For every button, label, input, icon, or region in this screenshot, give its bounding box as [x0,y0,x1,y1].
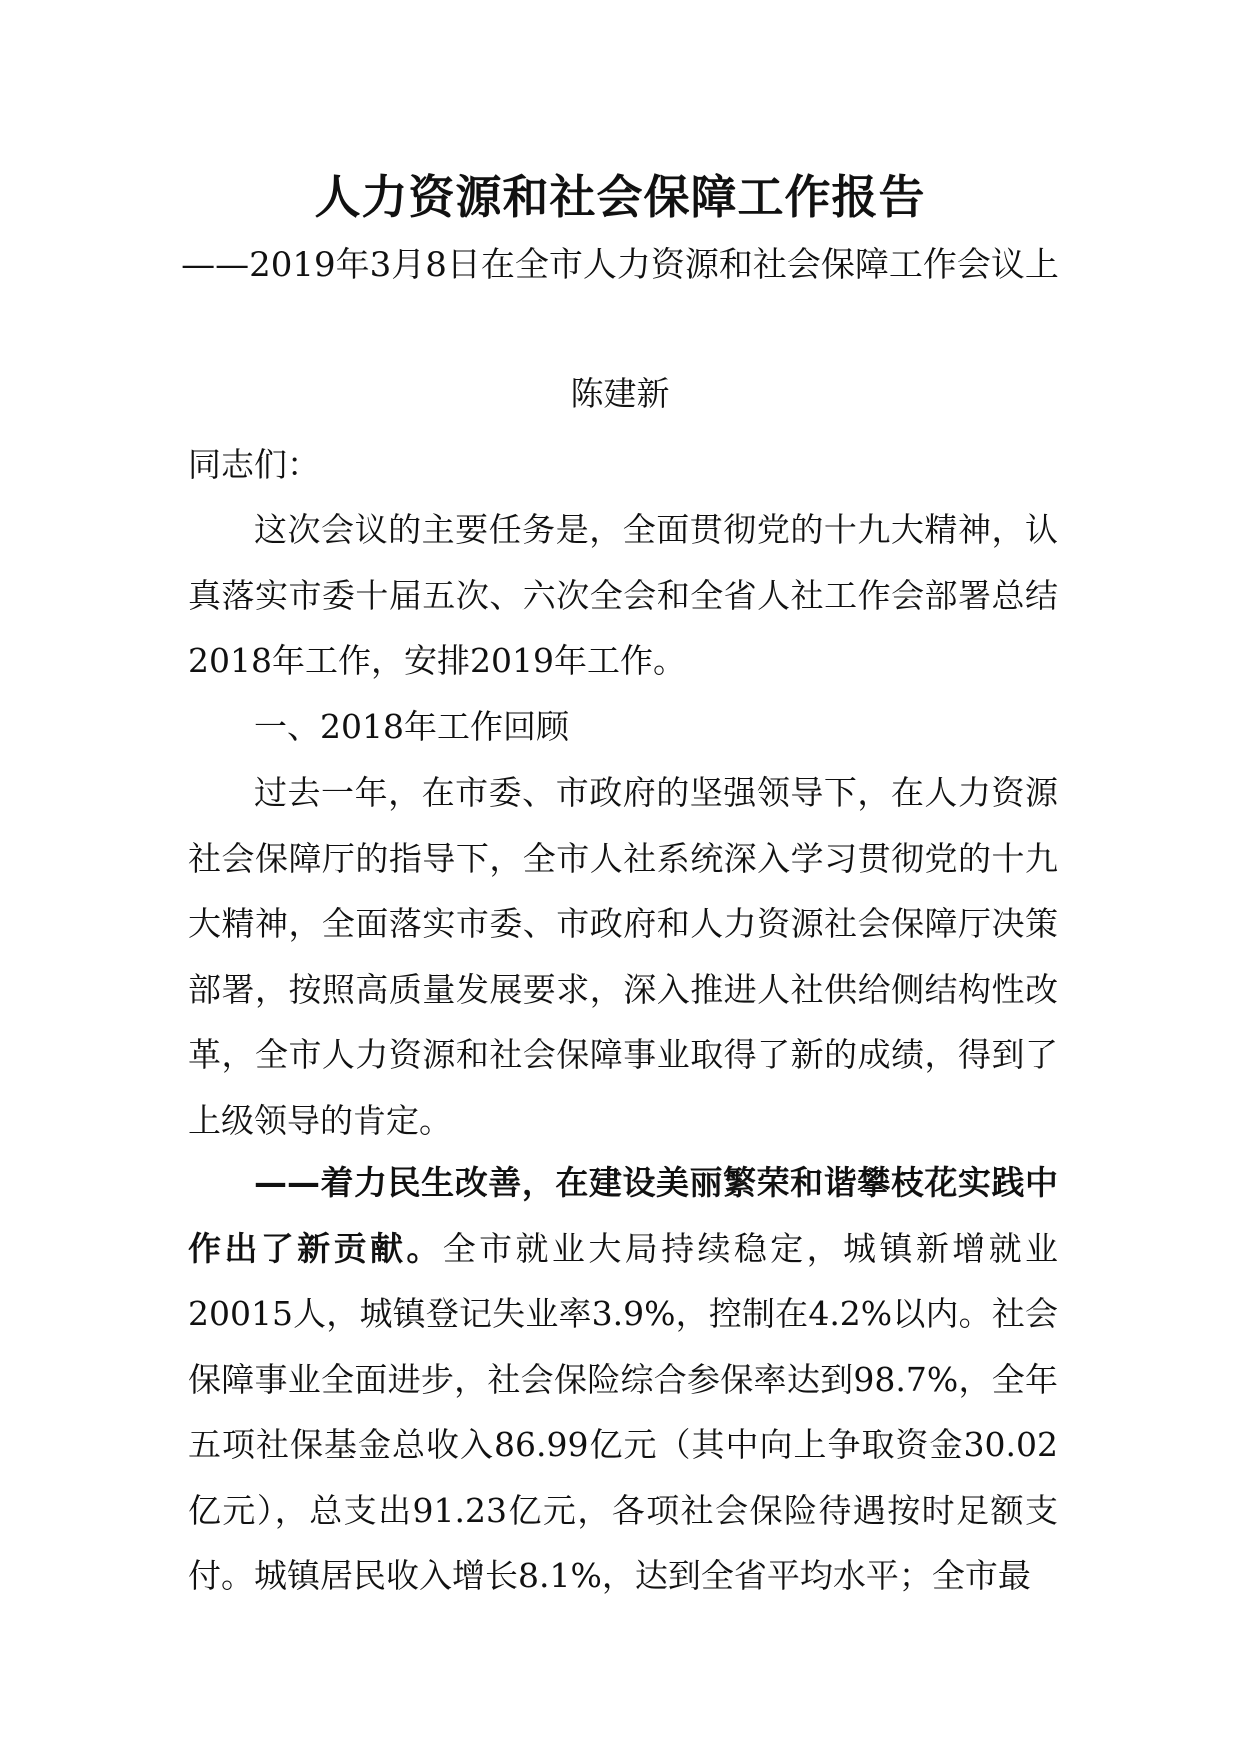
review-paragraph: 过去一年，在市委、市政府的坚强领导下，在人力资源社会保障厅的指导下，全市人社系统深入学习贯彻党的十九大精神，全面落实市委、市政府和人力资源社会保障厅决策部署，按照高质量发展要求，深入推进人社供给侧结构性改革，全市人力资源和社会保障事业取得了新的成绩，得到了上级领导的肯定。 [188,773,1058,1140]
document-subtitle: ——2019年3月8日在全市人力资源和社会保障工作会议上 [181,245,1059,285]
achievement-paragraph [188,1150,1058,1609]
bold-lead-text: ——着力民生改善，在建设美丽繁荣和谐攀枝花实践中作出了新贡献。 [188,1163,1058,1268]
greeting: 同志们： [188,445,320,484]
paragraph-text: 这次会议的主要任务是，全面贯彻党的十九大精神，认真落实市委十届五次、六次全会和全省人社工作会部署总结2018年工作，安排2019年工作。 [188,510,1058,680]
achievement-text: 全市就业大局持续稳定，城镇新增就业20015人，城镇登记失业率3.9%，控制在4.2%以内。社会保障事业全面进步，社会保险综合参保率达到98.7%，全年五项社保基金总收入86.99亿元（其中向上争取资金30.02亿元），总支出91.23亿元，各项社会保险待遇按时足额支付。城镇居民收入增长8.1%，达到全省平均水平；全市最 [188,1228,1059,1595]
document-title: 人力资源和社会保障工作报告 [314,170,926,224]
intro-paragraph [188,497,1058,694]
section-heading: 一、2018年工作回顾 [254,707,569,746]
author-name: 陈建新 [570,374,670,413]
